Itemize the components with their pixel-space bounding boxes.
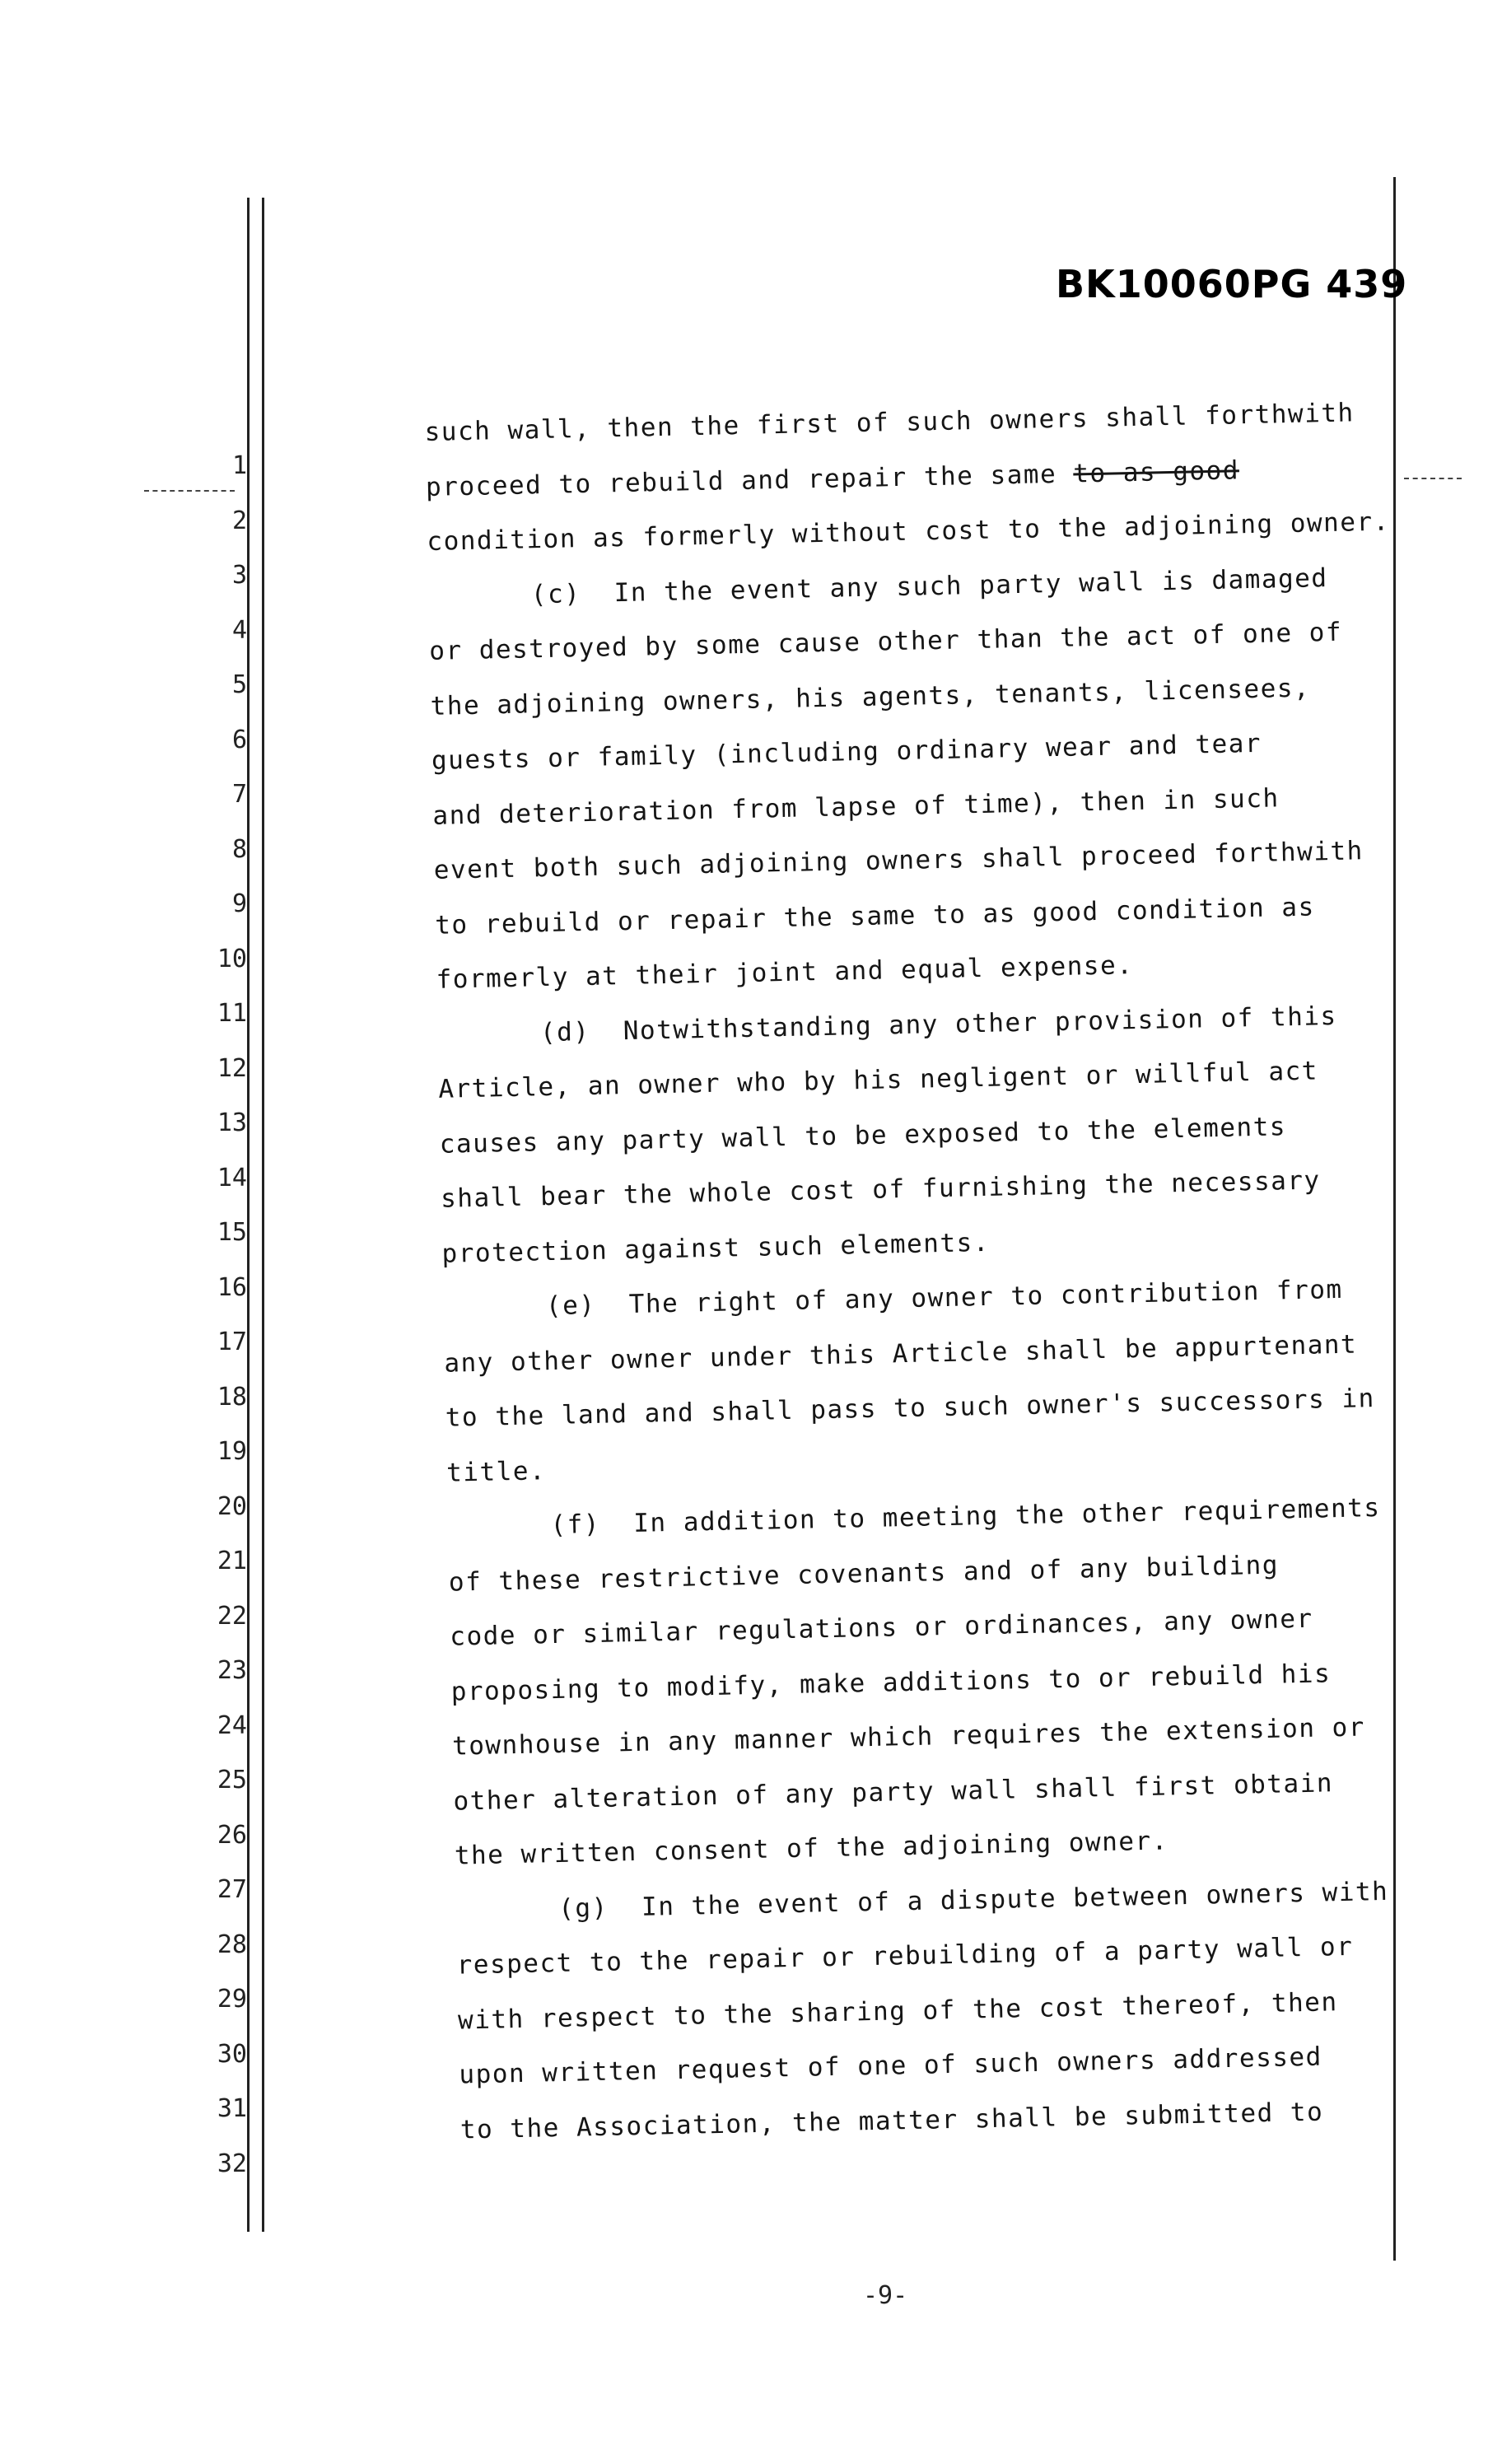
text-line-content: townhouse in any manner which requires the extension or <box>451 1712 1366 1762</box>
line-number: 16 <box>217 1272 247 1302</box>
line-number: 19 <box>217 1437 247 1466</box>
text-line-content: (d) Notwithstanding any other provision of this <box>539 1001 1338 1048</box>
text-line-content: to the land and shall pass to such owner's successors in <box>445 1384 1376 1433</box>
text-line-content: the written consent of the adjoining owner. <box>454 1826 1169 1871</box>
line-number: 9 <box>231 889 247 918</box>
line-number: 17 <box>217 1328 247 1356</box>
text-line-content: condition as formerly without cost to the adjoining owner. <box>427 506 1391 557</box>
text-line-content: with respect to the sharing of the cost thereof, then <box>457 1986 1338 2036</box>
right-dash-mark <box>1404 478 1462 479</box>
text-line-content: (g) In the event of a dispute between owners with <box>557 1876 1389 1924</box>
line-number: 26 <box>217 1820 247 1850</box>
page-number: -9- <box>863 2281 908 2310</box>
line-number: 28 <box>217 1930 247 1959</box>
line-number: 5 <box>231 670 247 699</box>
text-line-content: formerly at their joint and equal expense. <box>436 950 1134 995</box>
text-line-content: title. <box>445 1455 547 1488</box>
line-number: 32 <box>217 2149 247 2178</box>
line-number: 30 <box>217 2039 247 2069</box>
line-number: 18 <box>217 1382 247 1412</box>
line-number: 13 <box>217 1108 247 1137</box>
line-number: 27 <box>217 1875 247 1904</box>
line-number: 15 <box>217 1218 247 1247</box>
line-number: 14 <box>217 1163 247 1192</box>
line-number: 8 <box>231 834 247 864</box>
text-line-content: code or similar regulations or ordinances, any owner <box>449 1603 1313 1652</box>
text-line-content: (c) In the event any such party wall is damaged <box>530 562 1328 609</box>
text-line-content: proceed to rebuild and repair the same <box>425 459 1074 502</box>
line-number: 20 <box>217 1491 247 1521</box>
left-margin-rule <box>247 198 250 2232</box>
line-number: 11 <box>217 999 247 1028</box>
line-number: 6 <box>231 725 247 754</box>
struck-text: to as good <box>1072 455 1240 489</box>
line-number: 3 <box>231 561 247 590</box>
text-line-content: other alteration of any party wall shall first obtain <box>453 1767 1334 1817</box>
line-number: 29 <box>217 1985 247 2014</box>
text-line-content: respect to the repair or rebuilding of a party wall or <box>456 1931 1354 1981</box>
text-line-content: guests or family (including ordinary wear and tear <box>431 728 1262 776</box>
line-number: 1 <box>231 451 247 480</box>
document-body <box>424 385 1416 2158</box>
line-number: 22 <box>217 1601 247 1631</box>
text-line-content: any other owner under this Article shall be appurtenant <box>443 1329 1358 1379</box>
text-line-content: Article, an owner who by his negligent or willful act <box>438 1056 1319 1104</box>
text-line-content: of these restrictive covenants and of any building <box>448 1550 1280 1598</box>
text-line-content: and deterioration from lapse of time), then in such <box>432 782 1280 831</box>
line-number: 10 <box>217 944 247 973</box>
line-number: 21 <box>217 1547 247 1575</box>
line-number: 23 <box>217 1656 247 1685</box>
text-line-content: event both such adjoining owners shall proceed forthwith <box>433 836 1364 885</box>
text-line-content: upon written request of one of such owners addressed <box>459 2042 1323 2090</box>
text-line-content: proposing to modify, make additions to or rebuild his <box>450 1658 1332 1707</box>
text-line-content: protection against such elements. <box>441 1227 991 1269</box>
line-number: 25 <box>217 1766 247 1794</box>
line-number: 2 <box>231 506 247 535</box>
text-line-content: (f) In addition to meeting the other requirements <box>550 1492 1381 1541</box>
line-number: 24 <box>217 1710 247 1740</box>
book-page-stamp: BK10060PG 439 <box>1056 262 1408 306</box>
text-line-content: (e) The right of any owner to contribution from <box>545 1274 1343 1322</box>
line-number: 4 <box>231 615 247 645</box>
line-number: 7 <box>231 780 247 809</box>
text-line-content: causes any party wall to be exposed to the elements <box>439 1111 1287 1160</box>
text-line-content: to rebuild or repair the same to as good condition as <box>434 891 1316 940</box>
text-line-content: or destroyed by some cause other than the act of one of <box>428 617 1343 666</box>
text-line-content: shall bear the whole cost of furnishing the necessary <box>440 1165 1322 1214</box>
line-number: 12 <box>217 1053 247 1083</box>
text-line-content: to the Association, the matter shall be submitted to <box>459 2097 1324 2145</box>
line-number: 31 <box>217 2094 247 2123</box>
line-number-column <box>206 439 247 2191</box>
text-line-content: the adjoining owners, his agents, tenants, licensees, <box>430 673 1311 721</box>
left-margin-rule-inner <box>262 198 264 2232</box>
text-line-content: such wall, then the first of such owners shall forthwith <box>424 398 1355 447</box>
